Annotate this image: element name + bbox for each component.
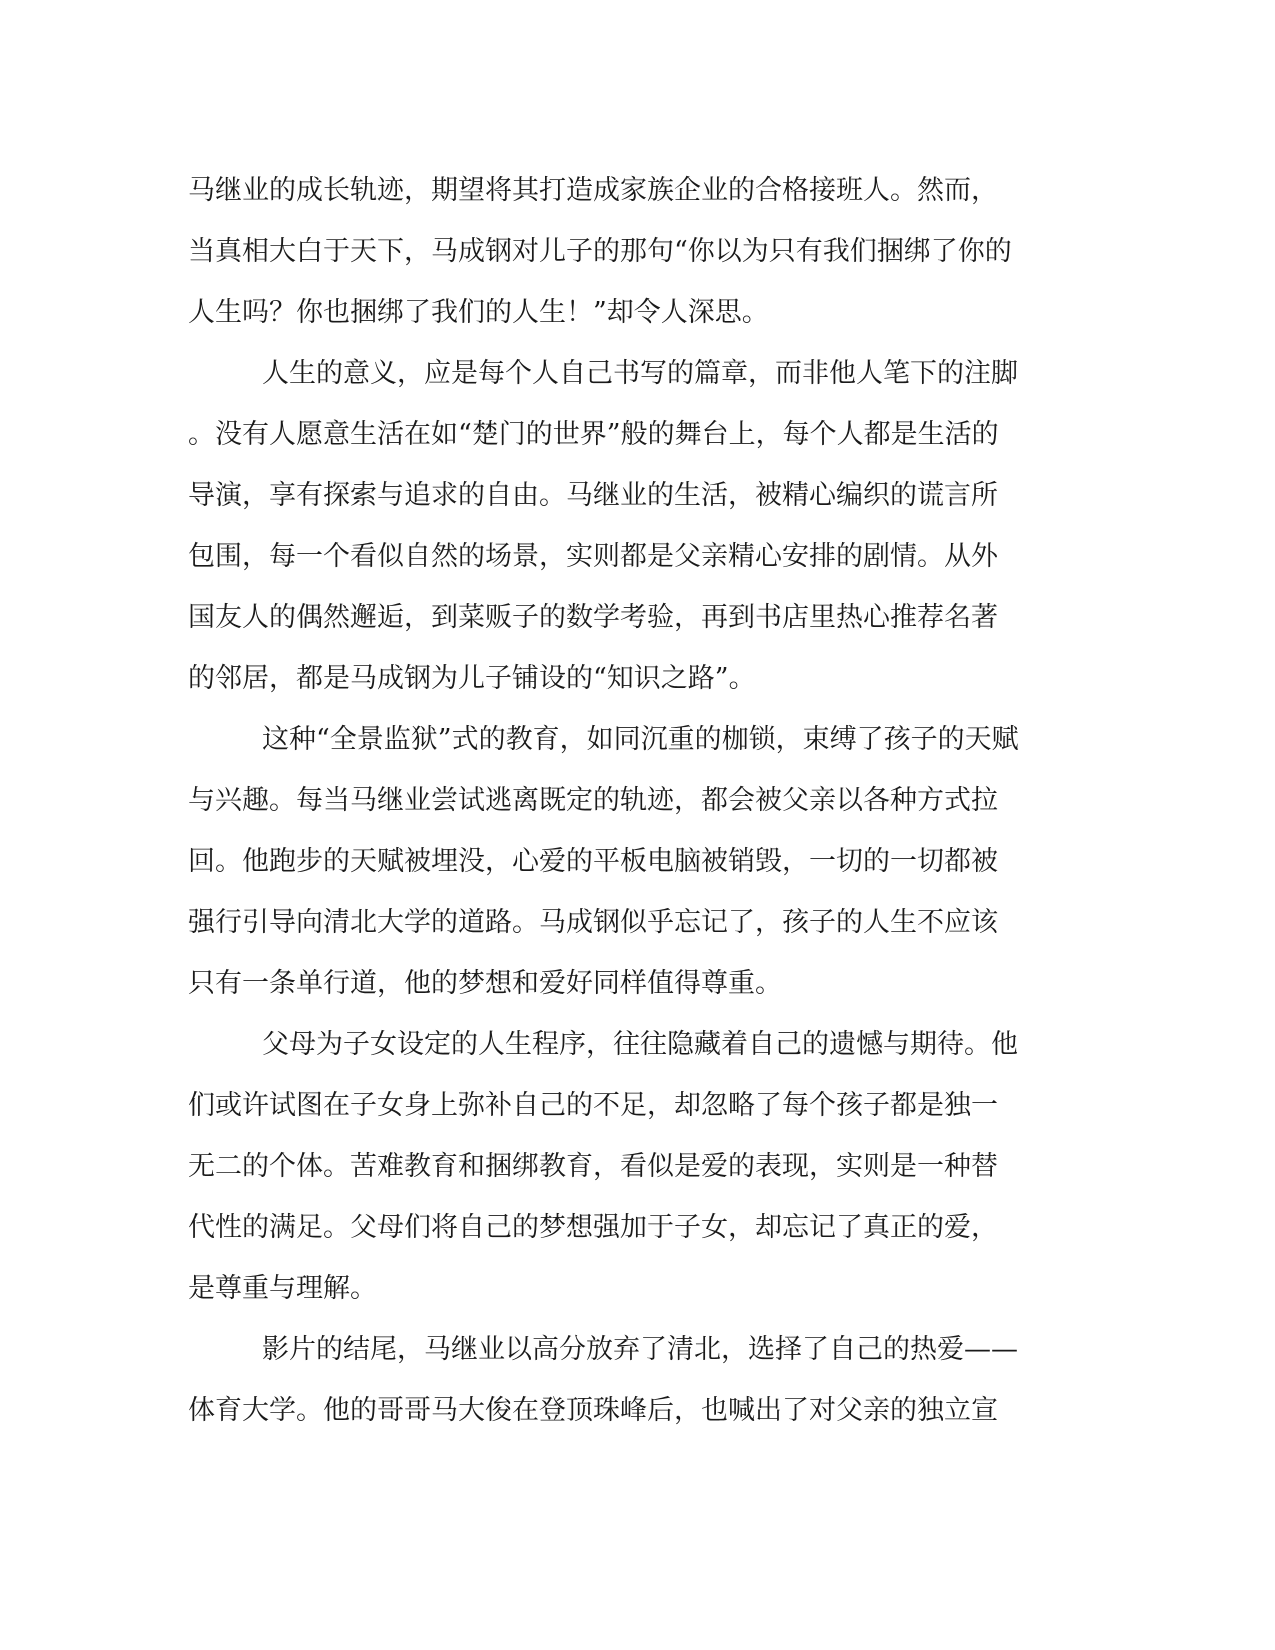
paragraph-4 [188,1014,1068,1319]
paragraph-3 [188,709,1068,1014]
paragraph-5 [188,1319,1068,1441]
text-line: 的邻居，都是马成钢为儿子铺设的“知识之路”。 [188,663,756,694]
text-line: 体育大学。他的哥哥马大俊在登顶珠峰后，也喊出了对父亲的独立宣 [188,1395,998,1426]
paragraph-1 [188,160,1068,343]
text-line: 包围，每一个看似自然的场景，实则都是父亲精心安排的剧情。从外 [188,541,998,572]
text-line: 。没有人愿意生活在如“楚门的世界”般的舞台上，每个人都是生活的 [188,419,999,450]
text-line: 无二的个体。苦难教育和捆绑教育，看似是爱的表现，实则是一种替 [188,1151,998,1182]
paragraph-2 [188,343,1068,709]
text-line: 影片的结尾，马继业以高分放弃了清北，选择了自己的热爱—— [262,1334,1018,1365]
text-line: 父母为子女设定的人生程序，往往隐藏着自己的遗憾与期待。他 [262,1029,1018,1060]
text-line: 人生吗？你也捆绑了我们的人生！”却令人深思。 [188,297,769,328]
document-body [188,160,1068,1441]
text-line: 们或许试图在子女身上弥补自己的不足，却忽略了每个孩子都是独一 [188,1090,998,1121]
text-line: 只有一条单行道，他的梦想和爱好同样值得尊重。 [188,968,782,999]
text-line: 导演，享有探索与追求的自由。马继业的生活，被精心编织的谎言所 [188,480,998,511]
text-line: 强行引导向清北大学的道路。马成钢似乎忘记了，孩子的人生不应该 [188,907,998,938]
text-line: 与兴趣。每当马继业尝试逃离既定的轨迹，都会被父亲以各种方式拉 [188,785,998,816]
text-line: 代性的满足。父母们将自己的梦想强加于子女，却忘记了真正的爱， [188,1212,998,1243]
text-line: 马继业的成长轨迹，期望将其打造成家族企业的合格接班人。然而， [188,175,998,206]
text-line: 这种“全景监狱”式的教育，如同沉重的枷锁，束缚了孩子的天赋 [262,724,1019,755]
text-line: 国友人的偶然邂逅，到菜贩子的数学考验，再到书店里热心推荐名著 [188,602,998,633]
text-line: 当真相大白于天下，马成钢对儿子的那句“你以为只有我们捆绑了你的 [188,236,1012,267]
text-line: 回。他跑步的天赋被埋没，心爱的平板电脑被销毁，一切的一切都被 [188,846,998,877]
text-line: 人生的意义，应是每个人自己书写的篇章，而非他人笔下的注脚 [262,358,1018,389]
text-line: 是尊重与理解。 [188,1273,377,1304]
